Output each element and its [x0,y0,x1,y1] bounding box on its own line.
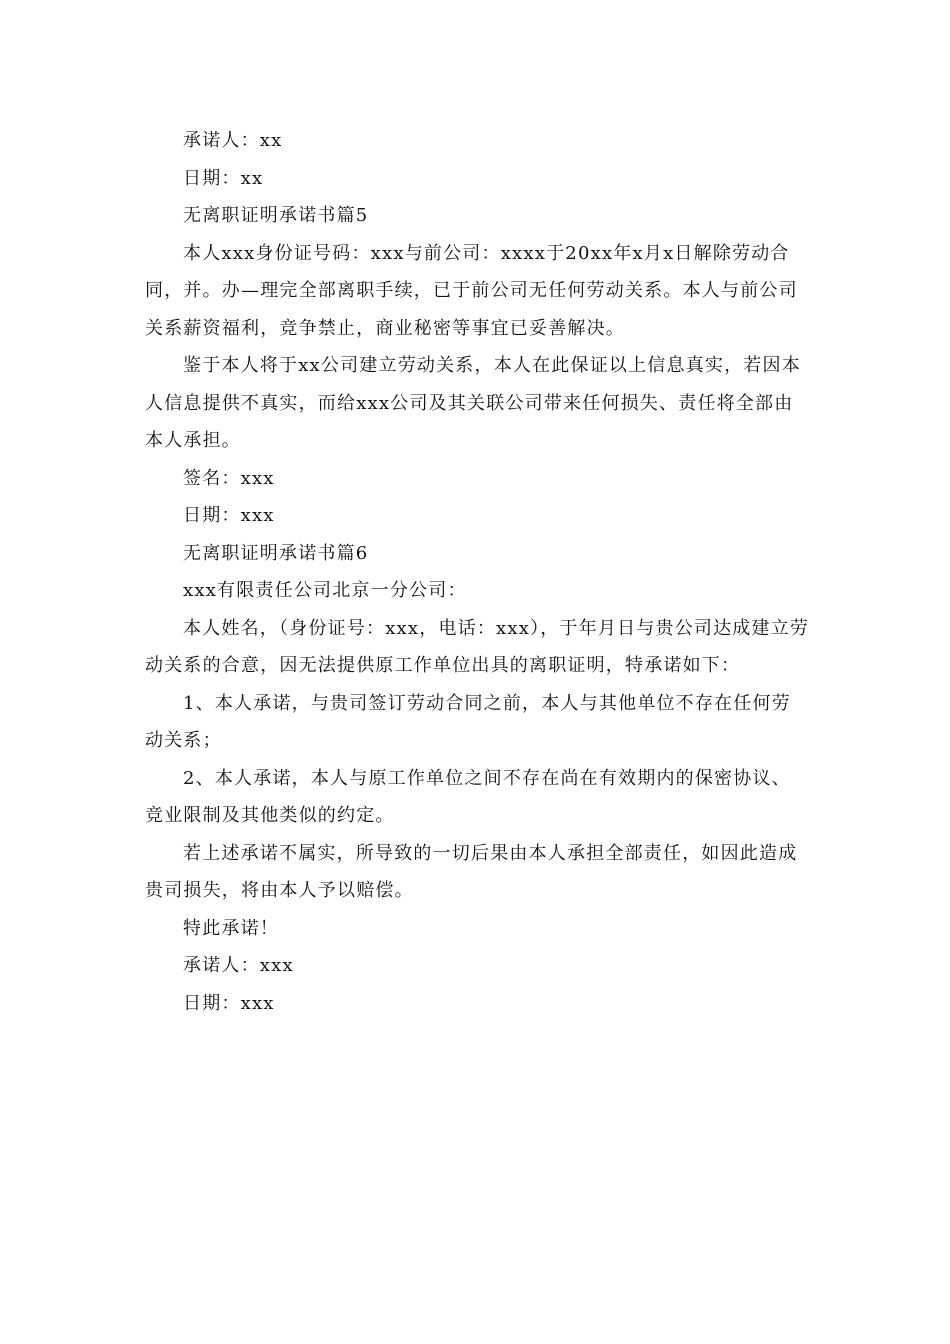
signature-line: 签名：xxx [183,467,275,489]
section-title-5: 无离职证明承诺书篇5 [183,205,369,226]
signer-line-2: 承诺人：xxx [183,955,294,976]
date-line-2: 日期：xxx [183,505,275,526]
signer-line: 承诺人：xx [183,130,283,151]
date-line-3: 日期：xxx [183,992,275,1014]
closing-line: 特此承诺！ [183,917,279,939]
addressee-line: xxx有限责任公司北京一分公司： [183,580,467,601]
document-body [145,122,810,1022]
paragraph-intro: 本人姓名，（身份证号：xxx，电话：xxx），于年月日与贵公司达成建立劳动关系的合意，因无法提供原工作单位出具的离职证明，特承诺如下： [145,617,810,676]
section-title-6: 无离职证明承诺书篇6 [183,542,369,564]
paragraph-guarantee: 鉴于本人将于xx公司建立劳动关系，本人在此保证以上信息真实，若因本人信息提供不真实，而给xxx公司及其关联公司带来任何损失、责任将全部由本人承担。 [145,355,801,451]
paragraph-liability: 若上述承诺不属实，所导致的一切后果由本人承担全部责任，如因此造成贵司损失，将由本人予以赔偿。 [145,842,798,901]
paragraph-identity-statement: 本人xxx身份证号码：xxx与前公司：xxxx于20xx年x月x日解除劳动合同，并。办—理完全部离职手续，已于前公司无任何劳动关系。本人与前公司关系薪资福利，竞争禁止，商业秘密等事宜已妥善解决。 [145,242,798,339]
commitment-item-1: 1、本人承诺，与贵司签订劳动合同之前，本人与其他单位不存在任何劳动关系； [145,692,791,751]
commitment-item-2: 2、本人承诺，本人与原工作单位之间不存在尚在有效期内的保密协议、竞业限制及其他类似的约定。 [145,767,791,826]
date-line: 日期：xx [183,167,264,189]
